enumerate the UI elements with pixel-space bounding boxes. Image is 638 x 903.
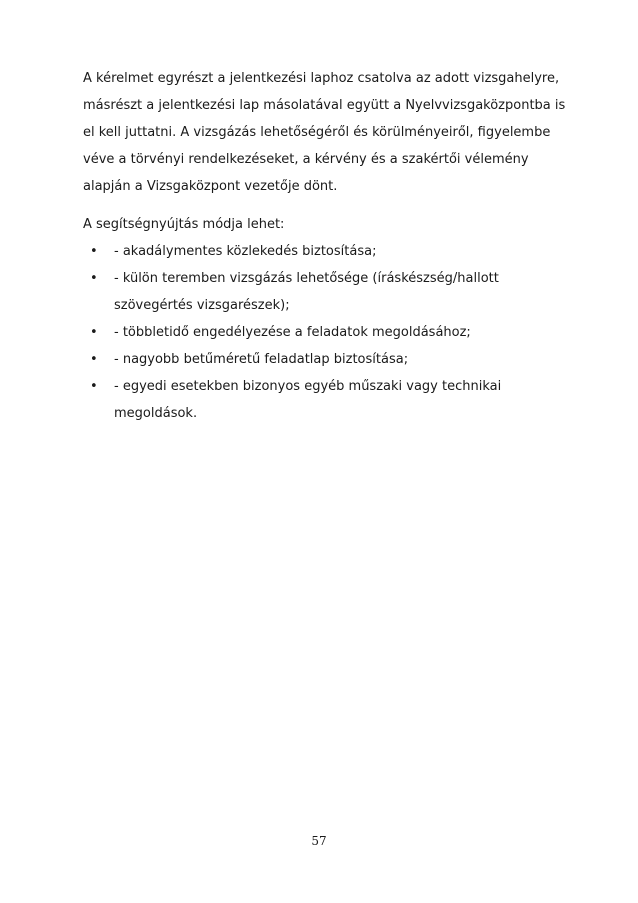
bullet-icon: • xyxy=(90,325,98,340)
list-item xyxy=(83,346,573,373)
list-item-line: - nagyobb betűméretű feladatlap biztosítása; xyxy=(114,352,409,367)
page-number: 57 xyxy=(311,834,327,848)
bullet-icon: • xyxy=(90,352,98,367)
list-item xyxy=(83,373,573,427)
list-item-line: - egyedi esetekben bizonyos egyéb műszaki vagy technikai xyxy=(114,379,502,394)
paragraph-line: alapján a Vizsgaközpont vezetője dönt. xyxy=(83,179,338,194)
list-item-line: szövegértés vizsgarészek); xyxy=(114,298,290,313)
bullet-icon: • xyxy=(90,244,98,259)
list-item-line: - többletidő engedélyezése a feladatok megoldásához; xyxy=(114,325,471,340)
list-item-line: megoldások. xyxy=(114,406,198,421)
paragraph-line: véve a törvényi rendelkezéseket, a kérvény és a szakértői vélemény xyxy=(83,152,529,167)
list-item-line: - külön teremben vizsgázás lehetősége (íráskészség/hallott xyxy=(114,271,499,286)
list-intro: A segítségnyújtás módja lehet: xyxy=(83,217,285,232)
bullet-icon: • xyxy=(90,379,98,394)
bullet-icon: • xyxy=(90,271,98,286)
list-item xyxy=(83,319,573,346)
body-paragraph xyxy=(83,65,573,200)
paragraph-line: el kell juttatni. A vizsgázás lehetőségéről és körülményeiről, figyelembe xyxy=(83,125,551,140)
assistance-list xyxy=(83,238,573,427)
list-item-line: - akadálymentes közlekedés biztosítása; xyxy=(114,244,377,259)
paragraph-line: A kérelmet egyrészt a jelentkezési laphoz csatolva az adott vizsgahelyre, xyxy=(83,71,560,86)
paragraph-line: másrészt a jelentkezési lap másolatával együtt a Nyelvvizsgaközpontba is xyxy=(83,98,566,113)
list-item xyxy=(83,238,573,265)
list-item xyxy=(83,265,573,319)
